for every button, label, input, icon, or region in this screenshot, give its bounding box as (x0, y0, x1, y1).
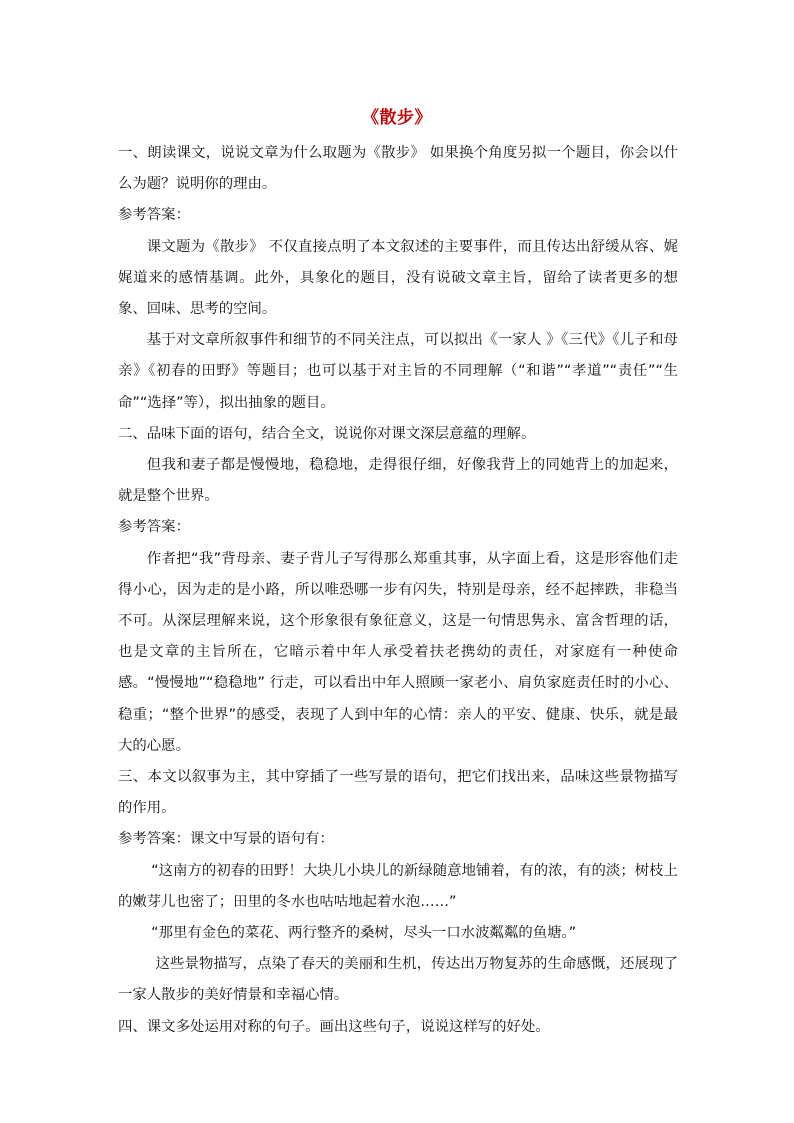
answer-label-3: 参考答案：课文中写景的语句有： (118, 831, 334, 848)
question-2-quote: 但我和妻子都是慢慢地，稳稳地，走得很仔细，好像我背上的同她背上的加起来，就是整个世界。 (118, 457, 678, 505)
question-1: 一、朗读课文，说说文章为什么取题为《散步》 如果换个角度另拟一个题目，你会以什么为题？说明你的理由。 (118, 145, 678, 193)
answer-3-paragraph: 这些景物描写，点染了春天的美丽和生机，传达出万物复苏的生命感慨，还展现了一家人散步的美好情景和幸福心情。 (118, 956, 678, 1004)
answer-3-quote-2: “那里有金色的菜花、两行整齐的桑树，尽头一口水波粼粼的鱼塘。” (151, 925, 577, 942)
question-2: 二、品味下面的语句，结合全文，说说你对课文深层意蕴的理解。 (118, 425, 536, 442)
answer-label-2: 参考答案： (118, 519, 190, 536)
answer-3-quote-1: “这南方的初春的田野！大块儿小块儿的新绿随意地铺着，有的浓，有的淡；树枝上的嫩芽儿也密了；田里的冬水也咕咕地起着水泡……” (118, 862, 678, 910)
document-title: 《散步》 (362, 108, 432, 128)
question-3: 三、本文以叙事为主，其中穿插了一些写景的语句，把它们找出来，品味这些景物描写的作用。 (118, 769, 678, 817)
document-body (118, 138, 678, 1043)
answer-1-paragraph-1: 课文题为《散步》 不仅直接点明了本文叙述的主要事件，而且传达出舒缓从容、娓娓道来的感情基调。此外，具象化的题目，没有说破文章主旨，留给了读者更多的想象、回味、思考的空间。 (118, 238, 678, 318)
answer-2-paragraph: 作者把“我”背母亲、妻子背儿子写得那么郑重其事，从字面上看，这是形容他们走得小心，因为走的是小路，所以唯恐哪一步有闪失，特别是母亲，经不起摔跌，非稳当不可。从深层理解来说，这个形象很有象征意义，这是一句情思隽永、富含哲理的话，也是文章的主旨所在，它暗示着中年人承受着扶老携幼的责任，对家庭有一种使命感。“慢慢地”“稳稳地” 行走，可以看出中年人照顾一家老小、肩负家庭责任时的小心、稳重；“整个世界”的感受，表现了人到中年的心情：亲人的平安、健康、快乐，就是最大的心愿。 (118, 550, 678, 754)
answer-1-paragraph-2: 基于对文章所叙事件和细节的不同关注点，可以拟出《一家人 》《三代》《儿子和母亲》《初春的田野》等题目；也可以基于对主旨的不同理解（“和谐”“孝道”“责任”“生命”“选择”等），拟出抽象的题目。 (118, 332, 678, 411)
answer-label-1: 参考答案： (118, 207, 190, 224)
question-4: 四、课文多处运用对称的句子。画出这些句子，说说这样写的好处。 (118, 1018, 550, 1035)
